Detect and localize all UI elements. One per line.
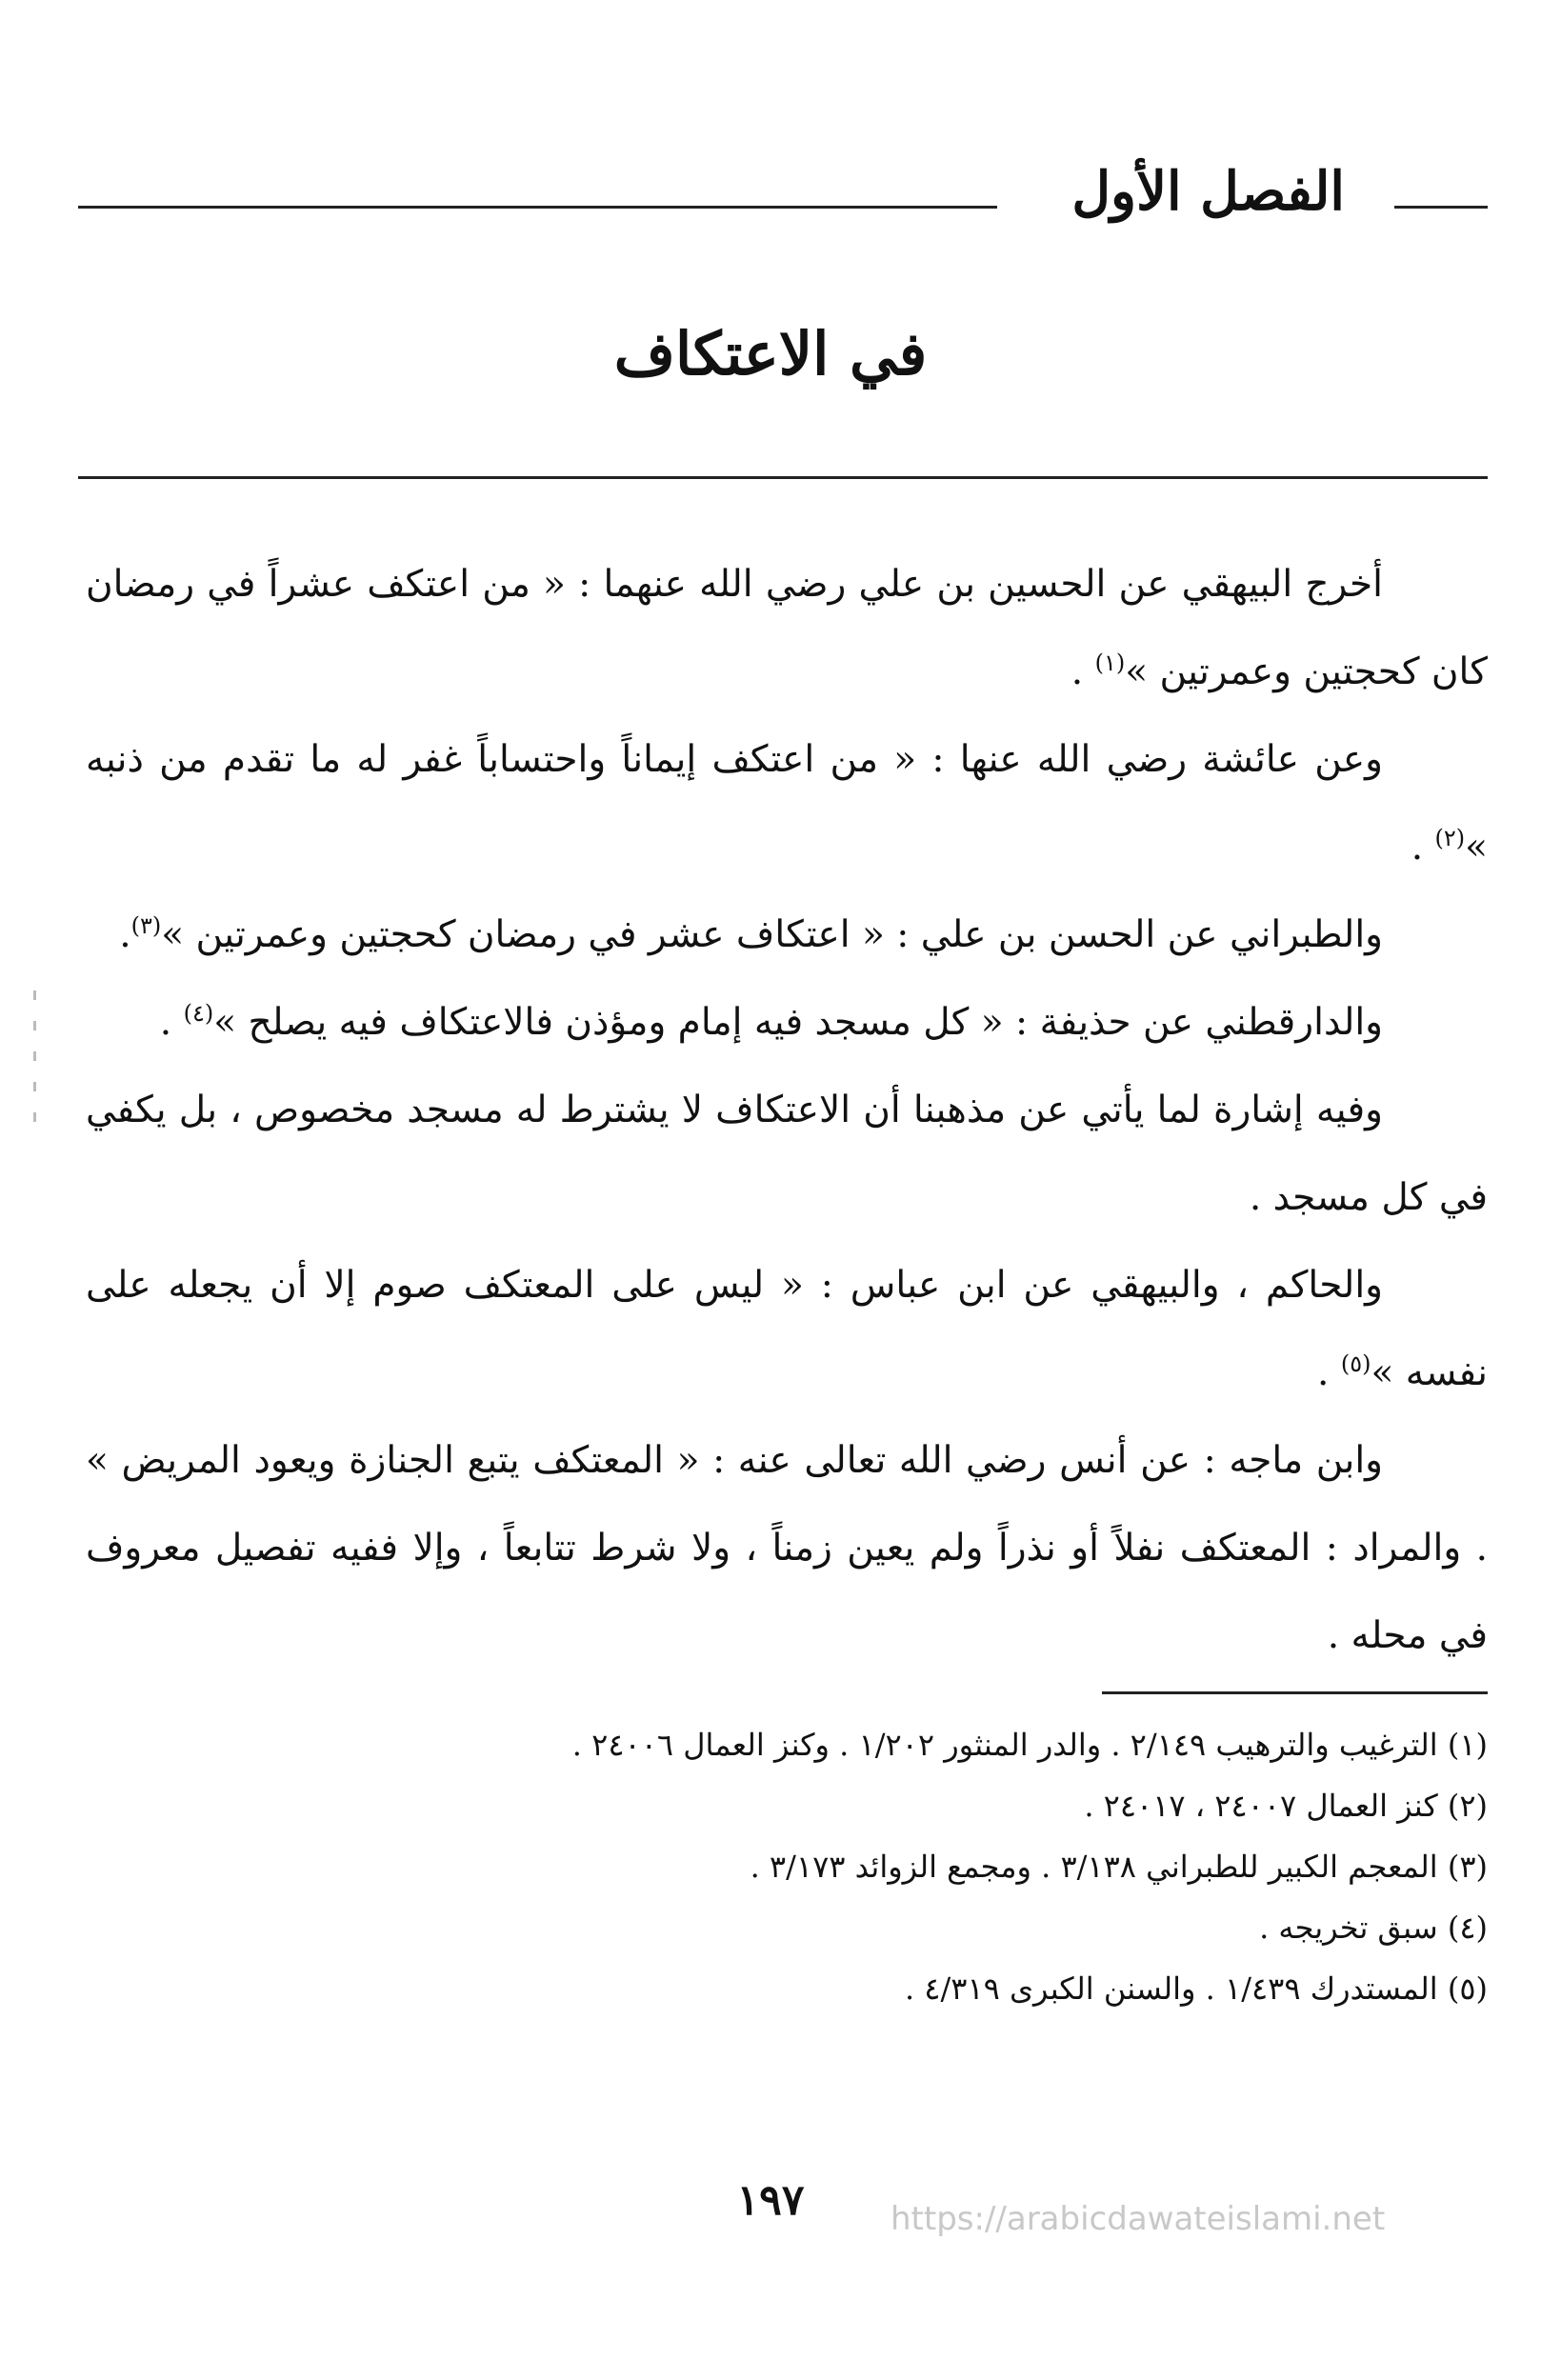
margin-marks bbox=[29, 990, 40, 1181]
paragraph bbox=[86, 979, 1488, 1067]
paragraph-end: . bbox=[119, 913, 131, 956]
paragraph-text: والحاكم ، والبيهقي عن ابن عباس : « ليس على المعتكف صوم إلا أن يجعله على نفسه » bbox=[86, 1264, 1488, 1394]
chapter-header bbox=[78, 160, 1488, 246]
paragraph bbox=[86, 1067, 1488, 1242]
footnote-ref: (٤) bbox=[183, 1000, 214, 1027]
header-rule-left bbox=[78, 206, 997, 209]
footnote-4: (٤) سبق تخريجه . bbox=[1259, 1910, 1488, 1946]
watermark-url: https://arabicdawateislami.net bbox=[891, 2200, 1386, 2238]
paragraph-end: . bbox=[1317, 1351, 1341, 1394]
paragraph-end: . bbox=[1071, 650, 1095, 693]
paragraph-text: وفيه إشارة لما يأتي عن مذهبنا أن الاعتكاف لا يشترط له مسجد مخصوص ، بل يكفي في كل مسجد . bbox=[86, 1089, 1488, 1219]
body-text bbox=[86, 541, 1488, 1680]
paragraph-text: والدارقطني عن حذيفة : « كل مسجد فيه إمام ومؤذن فالاعتكاف فيه يصلح » bbox=[213, 1001, 1383, 1044]
section-title: في الاعتكاف bbox=[613, 319, 928, 389]
footnote-ref: (٣) bbox=[130, 912, 162, 939]
paragraph-text: وابن ماجه : عن أنس رضي الله تعالى عنه : « المعتكف يتبع الجنازة ويعود المريض » . والمراد : المعتكف نفلاً أو نذراً ولم يعين زمناً ، ولا شرط تتابعاً ، وإلا ففيه تفصيل معروف في محله . bbox=[86, 1439, 1488, 1657]
paragraph bbox=[86, 1417, 1488, 1680]
paragraph-end: . bbox=[1411, 826, 1435, 869]
footnote-ref: (٥) bbox=[1340, 1350, 1371, 1377]
paragraph bbox=[86, 541, 1488, 716]
paragraph bbox=[86, 716, 1488, 891]
paragraph-text: وعن عائشة رضي الله عنها : « من اعتكف إيماناً واحتساباً غفر له ما تقدم من ذنبه » bbox=[86, 738, 1488, 869]
page-number: ١٩٧ bbox=[736, 2176, 805, 2225]
paragraph bbox=[86, 891, 1488, 979]
paragraph-text: أخرج البيهقي عن الحسين بن علي رضي الله عنهما : « من اعتكف عشراً في رمضان كان كحجتين وعمرتين » bbox=[86, 563, 1488, 693]
footnote-1: (١) الترغيب والترهيب ٢/١٤٩ . والدر المنثور ١/٢٠٢ . وكنز العمال ٢٤٠٠٦ . bbox=[571, 1727, 1488, 1763]
footnote-ref: (١) bbox=[1094, 650, 1126, 676]
footnotes bbox=[86, 1714, 1488, 2019]
paragraph-end: . bbox=[159, 1001, 184, 1044]
paragraph bbox=[86, 1242, 1488, 1417]
footnote-2: (٢) كنز العمال ٢٤٠٠٧ ، ٢٤٠١٧ . bbox=[1084, 1788, 1488, 1824]
title-rule bbox=[78, 476, 1488, 479]
chapter-label: الفصل الأول bbox=[1071, 160, 1345, 223]
paragraph-text: والطبراني عن الحسن بن علي : « اعتكاف عشر في رمضان كحجتين وعمرتين » bbox=[161, 913, 1383, 956]
header-rule-right bbox=[1394, 206, 1488, 209]
footnote-5: (٥) المستدرك ١/٤٣٩ . والسنن الكبرى ٤/٣١٩ . bbox=[904, 1970, 1488, 2007]
footnote-ref: (٢) bbox=[1434, 825, 1466, 851]
footnote-rule bbox=[1102, 1691, 1488, 1694]
footnote-3: (٣) المعجم الكبير للطبراني ٣/١٣٨ . ومجمع الزوائد ٣/١٧٣ . bbox=[750, 1849, 1488, 1885]
